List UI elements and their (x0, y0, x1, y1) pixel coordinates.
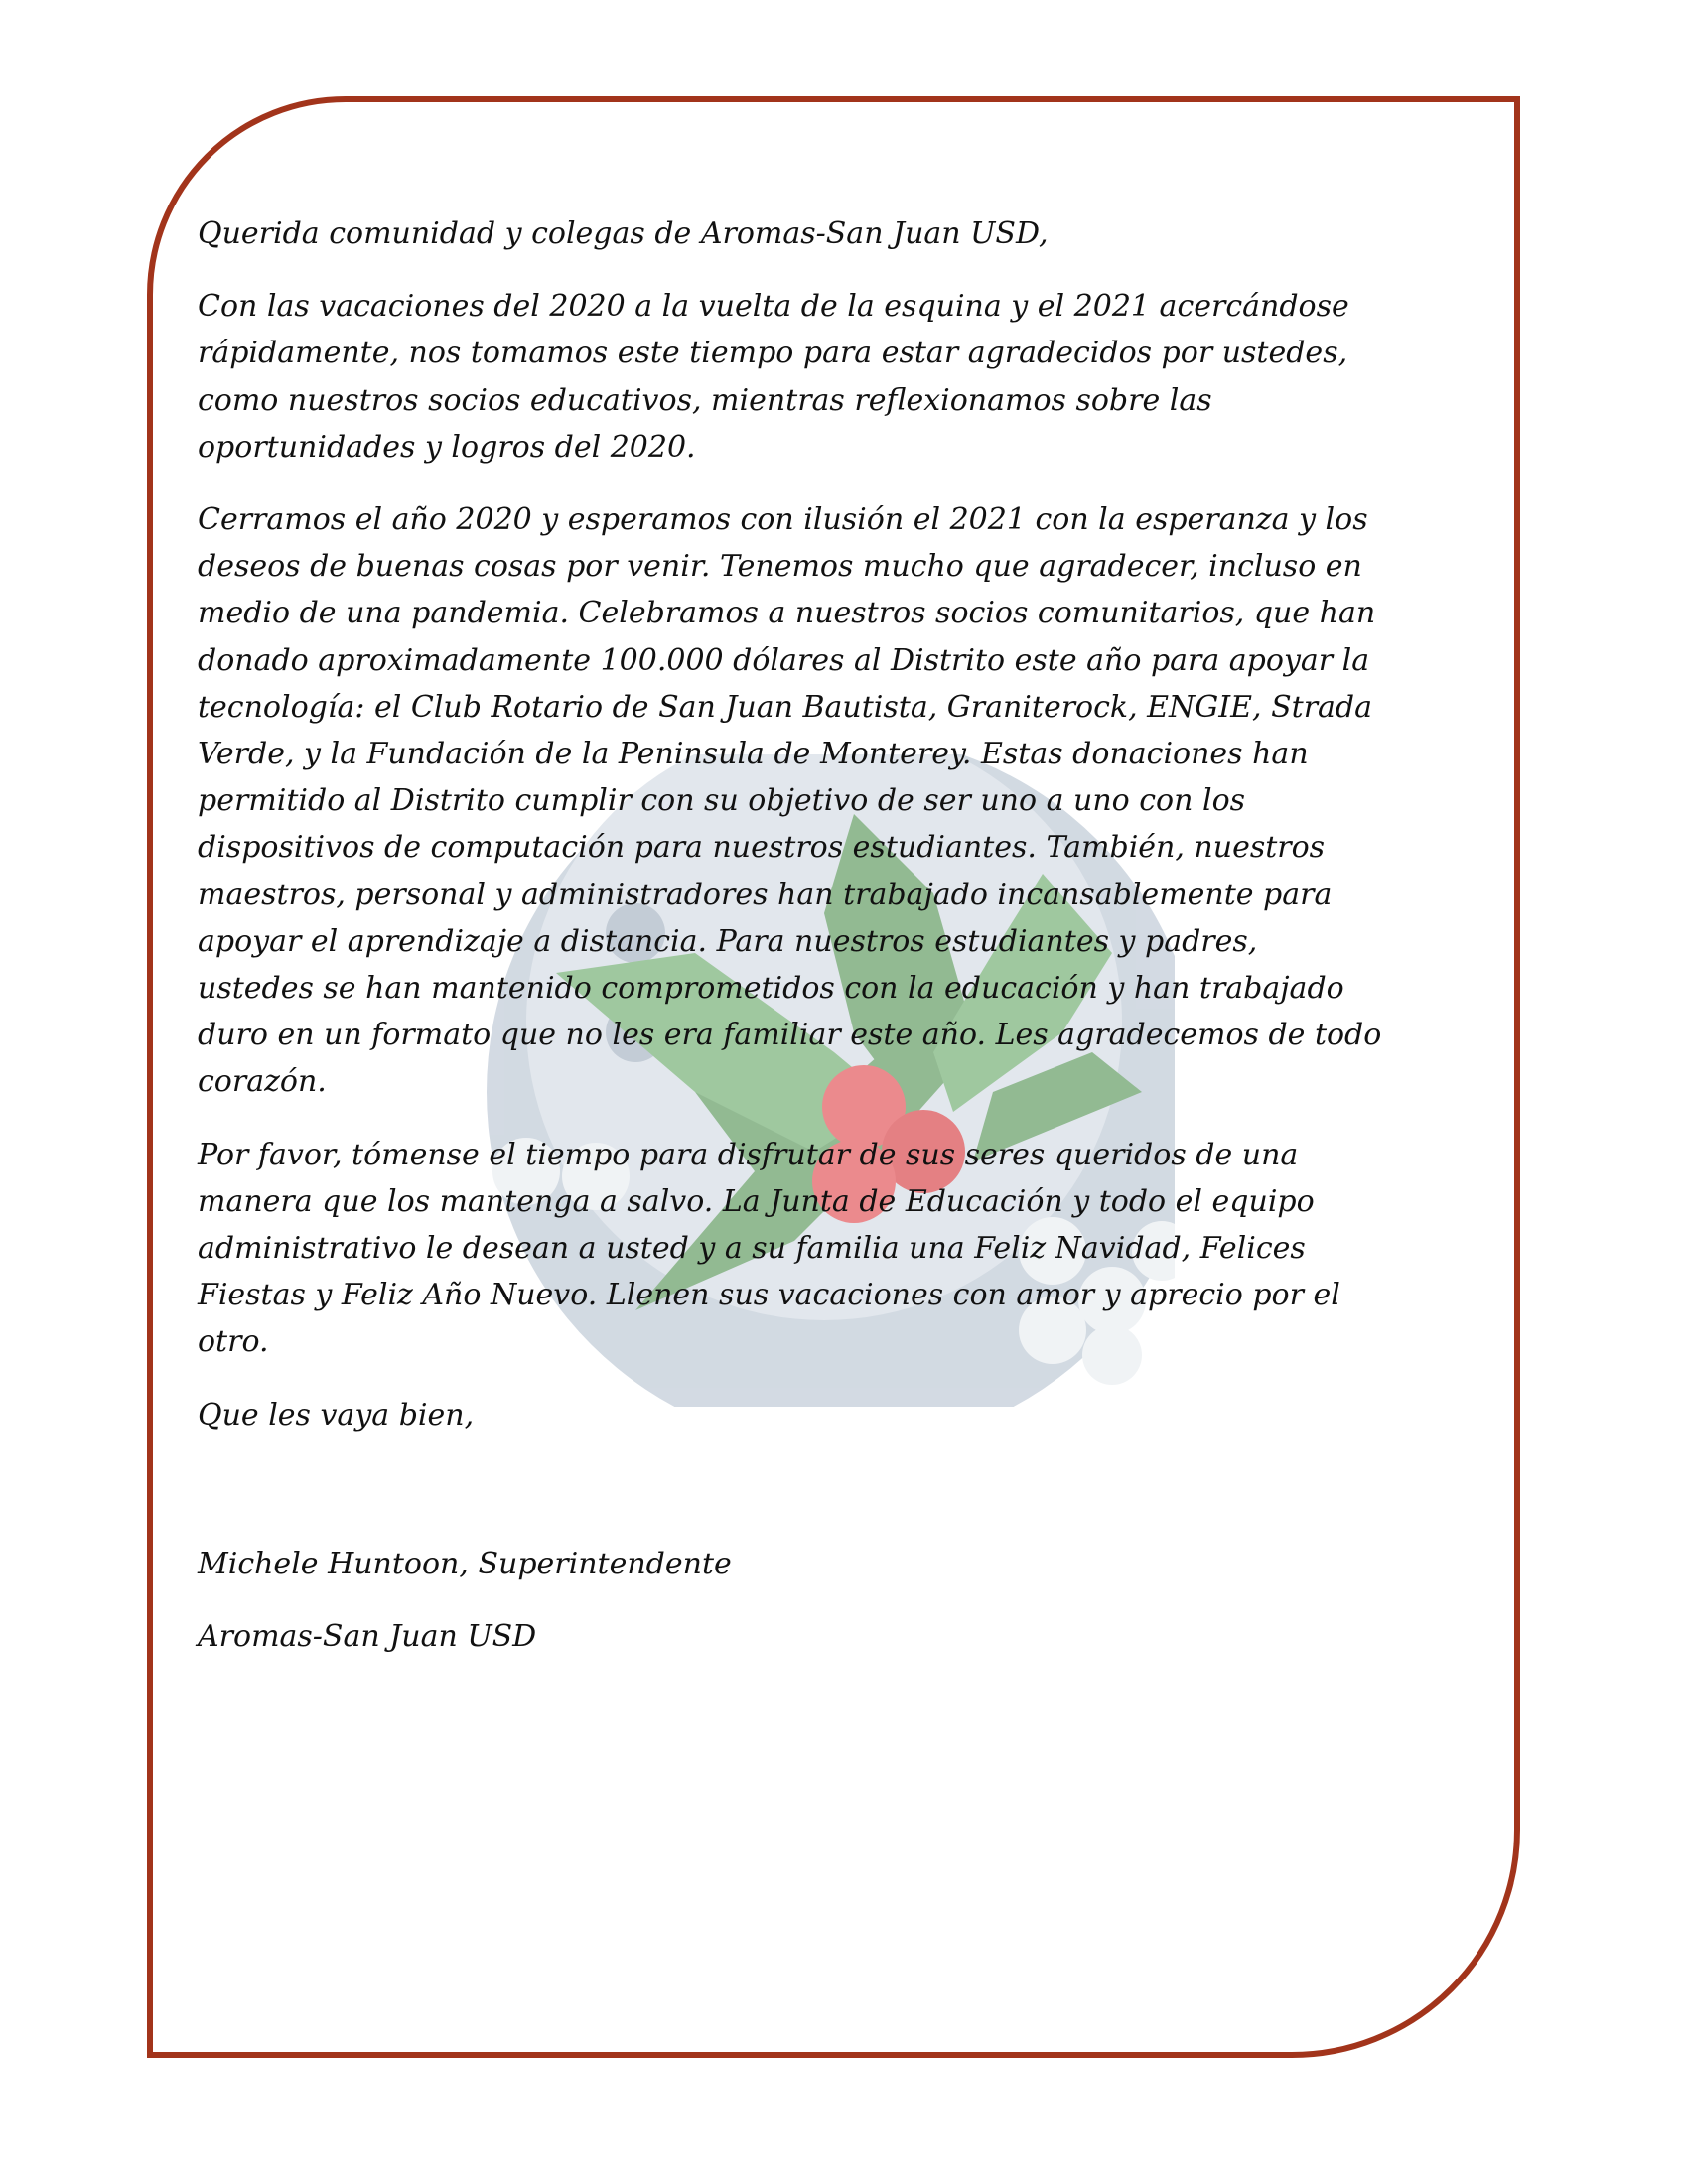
text-line: dispositivos de computación para nuestros estudiantes. También, nuestros (198, 830, 1326, 866)
paragraph-1 (198, 283, 1488, 471)
text-line: Por favor, tómense el tiempo para disfrutar de sus seres queridos de una (198, 1137, 1299, 1172)
text-line: corazón. (198, 1064, 327, 1100)
signature-name: Michele Huntoon, Superintendente (198, 1546, 732, 1581)
text-line: rápidamente, nos tomamos este tiempo para estar agradecidos por ustedes, (198, 336, 1348, 371)
text-line: tecnología: el Club Rotario de San Juan Bautista, Graniterock, ENGIE, Strada (198, 689, 1373, 725)
closing: Que les vaya bien, (198, 1397, 475, 1433)
text-line: Fiestas y Feliz Año Nuevo. Llenen sus vacaciones con amor y aprecio por el (198, 1278, 1340, 1313)
text-line: deseos de buenas cosas por venir. Tenemos mucho que agradecer, incluso en (198, 549, 1362, 585)
letter-body (198, 210, 1488, 1686)
text-line: Verde, y la Fundación de la Peninsula de Monterey. Estas donaciones han (198, 737, 1309, 772)
text-line: duro en un formato que no les era familiar este año. Les agradecemos de todo (198, 1018, 1382, 1053)
text-line: manera que los mantenga a salvo. La Junta de Educación y todo el equipo (198, 1183, 1315, 1219)
signature-organization: Aromas-San Juan USD (198, 1619, 537, 1655)
text-line: donado aproximadamente 100.000 dólares al Distrito este año para apoyar la (198, 642, 1370, 678)
text-line: Cerramos el año 2020 y esperamos con ilusión el 2021 con la esperanza y los (198, 502, 1368, 538)
text-line: Con las vacaciones del 2020 a la vuelta de la esquina y el 2021 acercándose (198, 289, 1349, 325)
paragraph-3 (198, 1132, 1488, 1366)
paragraph-2 (198, 496, 1488, 1106)
text-line: administrativo le desean a usted y a su familia una Feliz Navidad, Felices (198, 1231, 1306, 1267)
text-line: apoyar el aprendizaje a distancia. Para nuestros estudiantes y padres, (198, 923, 1258, 959)
greeting: Querida comunidad y colegas de Aromas-San Juan USD, (198, 216, 1049, 251)
text-line: ustedes se han mantenido comprometidos con la educación y han trabajado (198, 971, 1344, 1007)
text-line: medio de una pandemia. Celebramos a nuestros socios comunitarios, que han (198, 596, 1376, 631)
text-line: otro. (198, 1324, 269, 1360)
text-line: como nuestros socios educativos, mientras reflexionamos sobre las (198, 382, 1212, 418)
text-line: maestros, personal y administradores han trabajado incansablemente para (198, 877, 1333, 912)
text-line: oportunidades y logros del 2020. (198, 429, 696, 465)
text-line: permitido al Distrito cumplir con su objetivo de ser uno a uno con los (198, 783, 1246, 819)
